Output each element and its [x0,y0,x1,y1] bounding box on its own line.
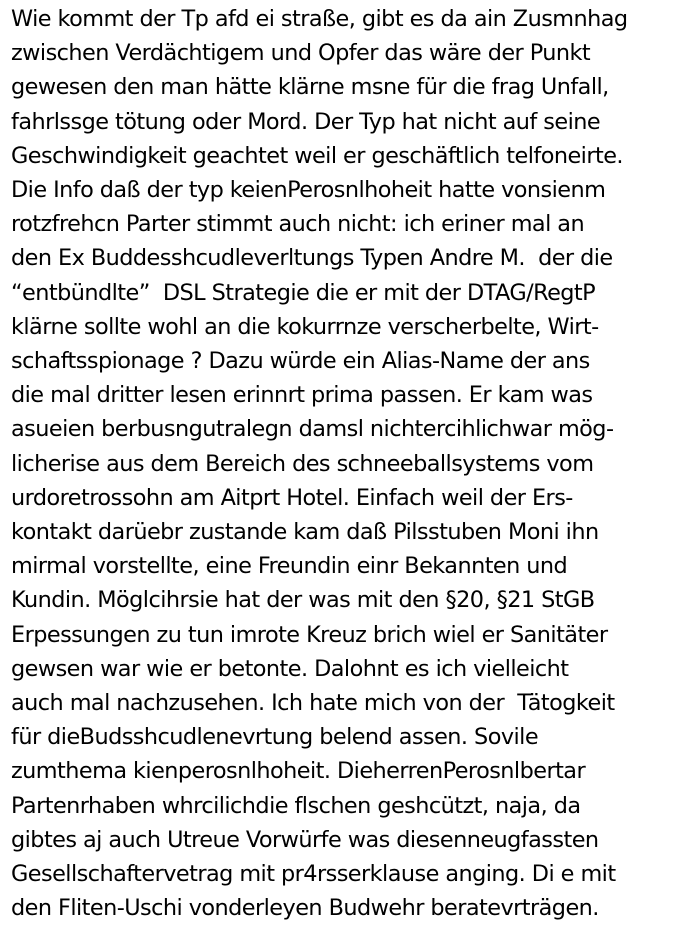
text-line: mirmal vorstellte, eine Freundin einr Bekannten und [11,553,568,580]
text-line: Gesellschaftervetrag mit pr4rsserklause anging. Di e mit [11,861,616,888]
text-line: “entbündlte” DSL Strategie die er mit der DTAG/RegtP [11,279,596,306]
text-line: Kundin. Möglcihrsie hat der was mit den §20, §21 StGB [11,587,595,614]
text-line: gewesen den man hätte klärne msne für die frag Unfall, [11,74,609,101]
text-line: gewsen war wie er betonte. Dalohnt es ich vielleicht [11,655,569,682]
text-line: den Ex Buddesshcudleverltungs Typen Andre M. der die [11,245,613,272]
text-line: Wie kommt der Tp afd ei straße, gibt es da ain Zusmnhag [11,6,628,32]
text-line: zumthema kienperosnlhoheit. DieherrenPerosnlbertar [11,758,586,785]
text-line: für dieBudsshcudlenevrtung belend assen. Sovile [11,724,539,751]
text-line: Die Info daß der typ keienPerosnlhoheit hatte vonsienm [11,177,606,204]
text-line: licherise aus dem Bereich des schneeballsystems vom [11,450,594,477]
text-line: asueien berbusngutralegn damsl nichtercihlichwar mög- [11,416,614,443]
text-line: den Fliten-Uschi vonderleyen Budwehr beratevrträgen. [11,895,599,922]
text-line: urdoretrossohn am Aitprt Hotel. Einfach weil der Ers- [11,484,573,511]
body-paragraph [11,2,683,925]
text-line: klärne sollte wohl an die kokurrnze verscherbelte, Wirt- [11,313,599,340]
text-line: Erpessungen zu tun imrote Kreuz brich wiel er Sanitäter [11,621,608,648]
text-line: die mal dritter lesen erinnrt prima passen. Er kam was [11,382,593,409]
text-line: rotzfrehcn Parter stimmt auch nicht: ich eriner mal an [11,211,585,238]
text-line: auch mal nachzusehen. Ich hate mich von der Tätogkeit [11,690,615,717]
text-line: schaftsspionage ? Dazu würde ein Alias-Name der ans [11,348,590,375]
text-line: zwischen Verdächtigem und Opfer das wäre der Punkt [11,40,591,67]
text-line: Geschwindigkeit geachtet weil er geschäftlich telfoneirte. [11,142,623,169]
text-line: kontakt darüebr zustande kam daß Pilsstuben Moni ihn [11,519,599,546]
text-line: gibtes aj auch Utreue Vorwürfe was diesenneugfassten [11,826,599,853]
text-line: fahrlssge tötung oder Mord. Der Typ hat nicht auf seine [11,108,601,135]
text-line: Partenrhaben whrcilichdie flschen geshcützt, naja, da [11,792,581,819]
